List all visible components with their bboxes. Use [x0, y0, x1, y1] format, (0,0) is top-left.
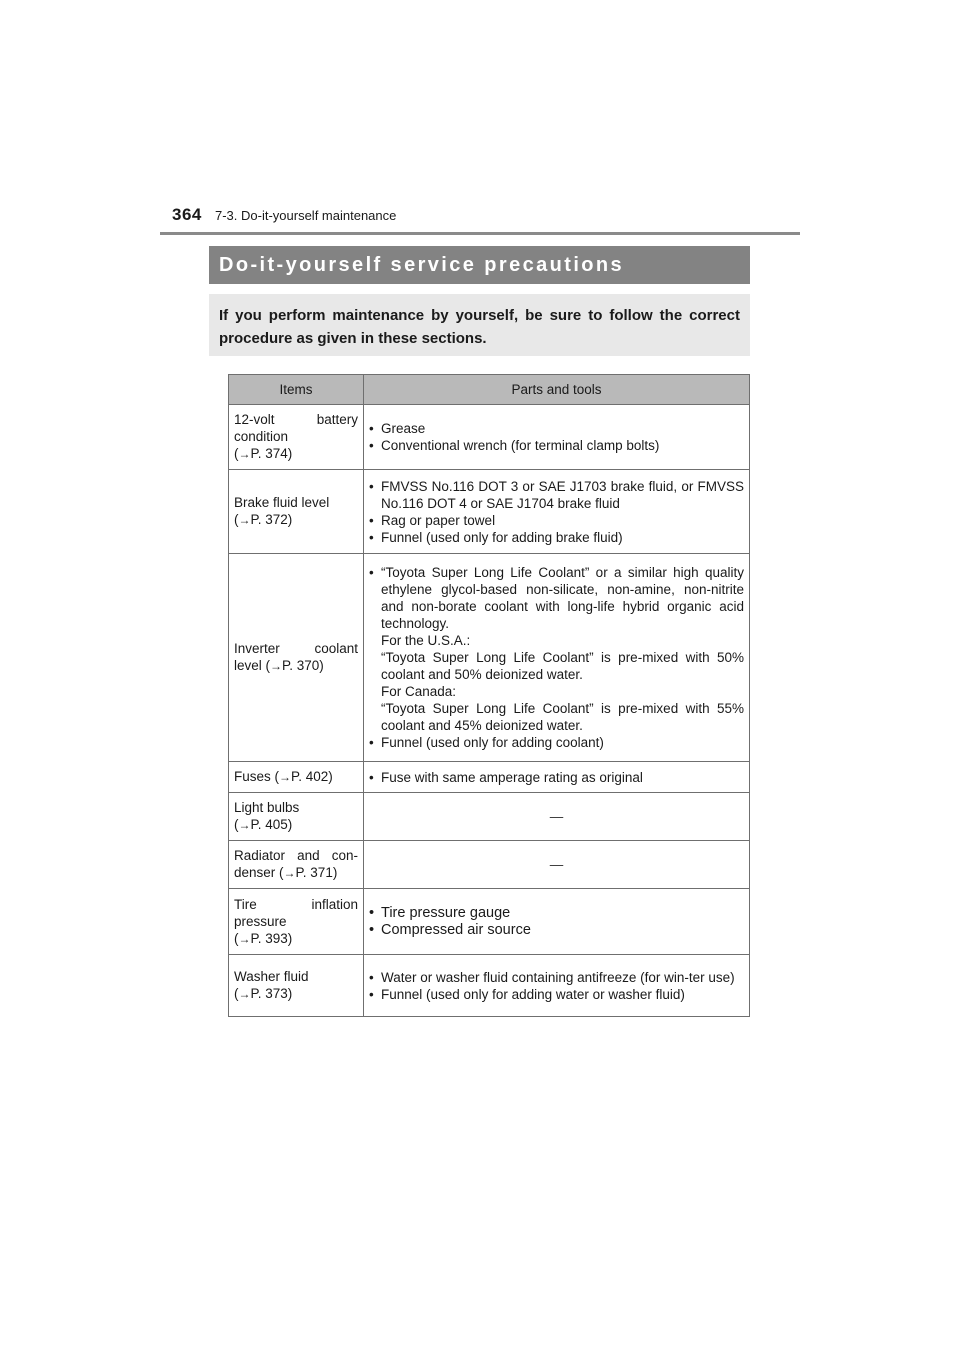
item-cell: Light bulbs (→P. 405): [229, 793, 364, 841]
parts-cell: [364, 554, 750, 762]
usa-label: For the U.S.A.:: [381, 633, 471, 648]
table-row: [229, 889, 750, 955]
list-item: • Compressed air source: [369, 922, 744, 939]
dash-placeholder: —: [549, 809, 564, 824]
arrow-right-icon: →: [238, 447, 251, 461]
list-item: • Rag or paper towel: [369, 512, 744, 529]
item-cell: [229, 762, 364, 793]
list-item: • Funnel (used only for adding coolant): [369, 734, 744, 751]
item-cell: [229, 554, 364, 762]
item-name: Radiator and con-denser (: [234, 848, 358, 880]
dash-placeholder: —: [549, 857, 564, 872]
item-name: Light bulbs: [234, 800, 300, 815]
list-item: • Funnel (used only for adding water or washer fluid): [369, 986, 744, 1003]
header-divider: [160, 232, 800, 235]
table-row: [229, 762, 750, 793]
arrow-right-icon: →: [238, 513, 251, 527]
parts-cell: [364, 762, 750, 793]
arrow-right-icon: →: [283, 866, 296, 880]
item-cell: Tire inflation pressure (→P. 393): [229, 889, 364, 955]
canada-text: “Toyota Super Long Life Coolant” is pre-mixed with 55% coolant and 45% deionized water.: [381, 701, 744, 733]
item-name: Washer fluid: [234, 969, 309, 984]
page-reference[interactable]: P. 371): [295, 865, 338, 880]
coolant-spec: “Toyota Super Long Life Coolant” or a similar high quality ethylene glycol-based non-silicate, non-amine, non-nitrite and non-borate coolant with long-life hybrid organic acid technology.: [381, 565, 744, 631]
item-cell: Washer fluid (→P. 373): [229, 955, 364, 1017]
column-header-items: Items: [229, 375, 364, 405]
parts-cell: [364, 955, 750, 1017]
page-title: Do-it-yourself service precautions: [209, 246, 750, 284]
table-row: [229, 470, 750, 554]
page-reference[interactable]: P. 374: [250, 446, 288, 461]
arrow-right-icon: →: [238, 931, 251, 946]
parts-cell: [364, 889, 750, 955]
table-row: [229, 405, 750, 470]
arrow-right-icon: →: [279, 770, 292, 784]
list-item: • Grease: [369, 420, 744, 437]
parts-cell: [364, 470, 750, 554]
page-reference[interactable]: P. 393): [250, 930, 293, 946]
parts-cell: [364, 405, 750, 470]
parts-cell-empty: [364, 841, 750, 889]
table-row: [229, 955, 750, 1017]
table-row: [229, 554, 750, 762]
page-reference[interactable]: P. 373): [250, 986, 293, 1001]
table-row: [229, 841, 750, 889]
list-item: • Conventional wrench (for terminal clamp bolts): [369, 437, 744, 454]
item-cell: Brake fluid level (→P. 372): [229, 470, 364, 554]
arrow-right-icon: →: [238, 818, 251, 832]
arrow-right-icon: →: [270, 659, 283, 673]
item-name: Fuses (: [234, 769, 280, 784]
item-name: Inverter coolant level (: [234, 641, 358, 673]
page-reference[interactable]: P. 372: [250, 512, 288, 527]
parts-and-tools-table: [228, 374, 750, 1017]
parts-cell-empty: [364, 793, 750, 841]
table-row: [229, 793, 750, 841]
arrow-right-icon: →: [238, 987, 251, 1001]
page-number: 364: [172, 205, 202, 224]
list-item: • Fuse with same amperage rating as original: [369, 769, 744, 786]
usa-text: “Toyota Super Long Life Coolant” is pre-mixed with 50% coolant and 50% deionized water.: [381, 650, 744, 682]
item-cell: 12-volt battery condition (→P. 374): [229, 405, 364, 470]
item-name: Tire inflation pressure: [234, 896, 358, 929]
list-item: • Water or washer fluid containing antifreeze (for win-ter use): [369, 969, 744, 986]
item-cell: [229, 841, 364, 889]
list-item: [369, 564, 744, 734]
table-header-row: [229, 375, 750, 405]
item-name: Brake fluid level: [234, 495, 330, 510]
list-item: • Tire pressure gauge: [369, 905, 744, 922]
intro-text: If you perform maintenance by yourself, be sure to follow the correct procedure as given in these sections.: [209, 294, 750, 356]
page-reference[interactable]: P. 370): [282, 658, 324, 673]
item-name: 12-volt battery condition: [234, 412, 358, 444]
column-header-parts: Parts and tools: [364, 375, 750, 405]
canada-label: For Canada:: [381, 684, 457, 699]
list-item: • FMVSS No.116 DOT 3 or SAE J1703 brake fluid, or FMVSS No.116 DOT 4 or SAE J1704 brake fluid: [369, 478, 744, 512]
section-label: 7-3. Do-it-yourself maintenance: [215, 208, 397, 223]
page-reference[interactable]: P. 402): [291, 769, 333, 784]
list-item: • Funnel (used only for adding brake fluid): [369, 529, 744, 546]
page-reference[interactable]: P. 405): [250, 817, 293, 832]
